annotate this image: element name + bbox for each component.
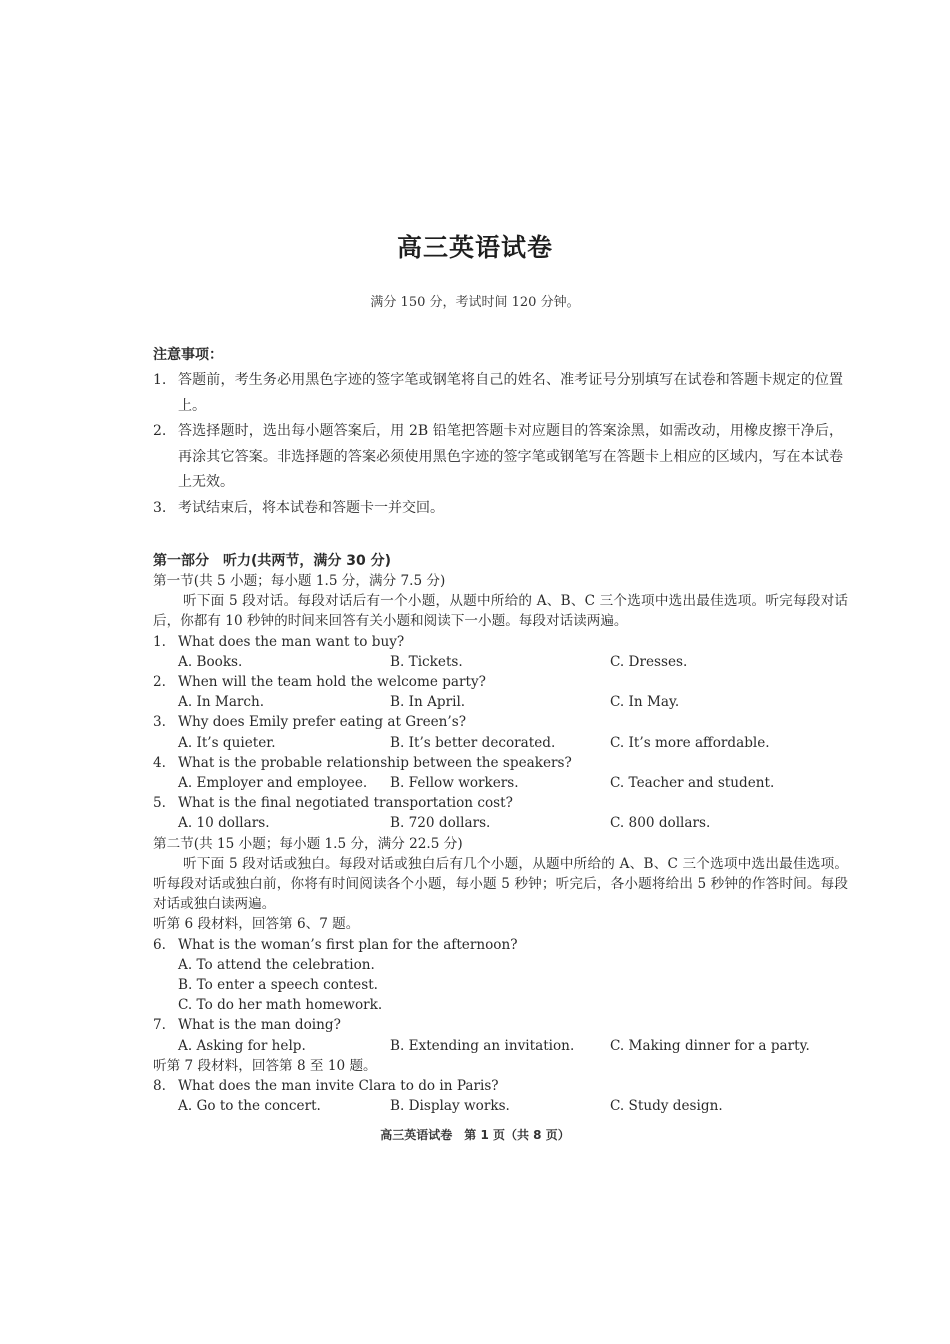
- question: [153, 672, 848, 692]
- note-item: [153, 419, 843, 496]
- question-text: What is the man doing?: [178, 1017, 341, 1034]
- note-number: 3.: [153, 499, 167, 516]
- question: [153, 935, 848, 955]
- question-text: What is the probable relationship between the speakers?: [178, 754, 572, 771]
- option-b: B. Fellow workers.: [390, 775, 519, 792]
- question: [153, 1015, 848, 1035]
- section-instructions: 听下面 5 段对话或独白。每段对话或独白后有几个小题，从题中所给的 A、B、C 三个选项中选出最佳选项。听每段对话或独白前，你将有时间阅读各个小题，每小题 5 秒钟；听完后，各小题将给出 5 秒钟的作答时间。每段对话或独白读两遍。: [153, 855, 848, 913]
- option-a: A. Books.: [178, 653, 243, 670]
- question-text: When will the team hold the welcome party?: [178, 674, 486, 691]
- question: [153, 753, 848, 773]
- question-text: What is the woman’s first plan for the afternoon?: [178, 936, 518, 953]
- option-a: A. To attend the celebration.: [178, 956, 375, 973]
- option-b: B. In April.: [390, 694, 466, 711]
- question: [153, 793, 848, 813]
- option-a: A. Go to the concert.: [178, 1098, 321, 1115]
- option-c: C. In May.: [610, 694, 680, 711]
- option-a: A. It’s quieter.: [178, 734, 276, 751]
- question-number: 7.: [153, 1017, 166, 1034]
- option-a: A. In March.: [178, 694, 265, 711]
- question: [153, 712, 848, 732]
- options-row: [153, 1036, 848, 1056]
- question-text: Why does Emily prefer eating at Green’s?: [178, 714, 467, 731]
- question-number: 6.: [153, 936, 166, 953]
- question-number: 8.: [153, 1078, 166, 1095]
- question: [153, 632, 848, 652]
- question-text: What does the man invite Clara to do in Paris?: [178, 1078, 499, 1095]
- note-text: 考试结束后，将本试卷和答题卡一并交回。: [178, 499, 444, 516]
- question-text: What is the final negotiated transportation cost?: [178, 795, 513, 812]
- option-c: C. Making dinner for a party.: [610, 1037, 810, 1054]
- notes-heading: 注意事项：: [153, 347, 223, 363]
- section-heading: 第二节(共 15 小题；每小题 1.5 分，满分 22.5 分): [153, 835, 463, 852]
- listening-part: [153, 551, 848, 1116]
- options-row: [153, 652, 848, 672]
- options-row: [153, 692, 848, 712]
- material-label: 听第 6 段材料，回答第 6、7 题。: [153, 916, 360, 933]
- question: [153, 1076, 848, 1096]
- options-row: [153, 733, 848, 753]
- option-b: B. Extending an invitation.: [390, 1037, 575, 1054]
- note-number: 1.: [153, 372, 167, 388]
- note-text: 答题前，考生务必用黑色字迹的签字笔或钢笔将自己的姓名、准考证号分别填写在试卷和答题卡规定的位置上。: [178, 372, 843, 414]
- question-number: 5.: [153, 795, 166, 812]
- option-b: B. 720 dollars.: [390, 815, 491, 832]
- note-number: 2.: [153, 423, 167, 439]
- question-text: What does the man want to buy?: [178, 633, 405, 650]
- question-number: 3.: [153, 714, 166, 731]
- option-b: B. Display works.: [390, 1098, 510, 1115]
- option-c: C. Teacher and student.: [610, 775, 775, 792]
- page-footer: 高三英语试卷 第 1 页（共 8 页）: [380, 1128, 570, 1142]
- material-label: 听第 7 段材料，回答第 8 至 10 题。: [153, 1057, 377, 1074]
- note-item: [153, 368, 843, 419]
- exam-subtitle: 满分 150 分，考试时间 120 分钟。: [370, 295, 580, 310]
- option-b: B. Tickets.: [390, 653, 463, 670]
- notes-list: [153, 368, 843, 521]
- question-number: 2.: [153, 674, 166, 691]
- option-c: C. Dresses.: [610, 653, 688, 670]
- section-instructions: 听下面 5 段对话。每段对话后有一个小题，从题中所给的 A、B、C 三个选项中选出最佳选项。听完每段对话后，你都有 10 秒钟的时间来回答有关小题和阅读下一小题。每段对话读两遍。: [153, 593, 848, 630]
- section-heading: 第一节(共 5 小题；每小题 1.5 分，满分 7.5 分): [153, 573, 446, 589]
- option-c: C. To do her math homework.: [178, 997, 383, 1014]
- options-row: [153, 813, 848, 833]
- option-c: C. 800 dollars.: [610, 815, 711, 832]
- option-a: A. Employer and employee.: [178, 775, 368, 792]
- note-item: [153, 496, 843, 522]
- option-c: C. It’s more affordable.: [610, 734, 770, 751]
- page-title: 高三英语试卷: [396, 233, 553, 262]
- note-text: 答选择题时，选出每小题答案后，用 2B 铅笔把答题卡对应题目的答案涂黑，如需改动，用橡皮擦干净后，再涂其它答案。非选择题的答案必须使用黑色字迹的签字笔或钢笔写在答题卡上相应的区域内，写在本试卷上无效。: [178, 423, 843, 490]
- question-number: 4.: [153, 754, 166, 771]
- option-a: A. Asking for help.: [178, 1037, 306, 1054]
- options-row: [153, 1096, 848, 1116]
- part-heading: 第一部分 听力(共两节，满分 30 分): [153, 553, 392, 569]
- option-b: B. To enter a speech contest.: [178, 977, 378, 994]
- question-number: 1.: [153, 633, 166, 650]
- option-b: B. It’s better decorated.: [390, 734, 556, 751]
- options-row: [153, 773, 848, 793]
- option-a: A. 10 dollars.: [178, 815, 270, 832]
- option-c: C. Study design.: [610, 1098, 723, 1115]
